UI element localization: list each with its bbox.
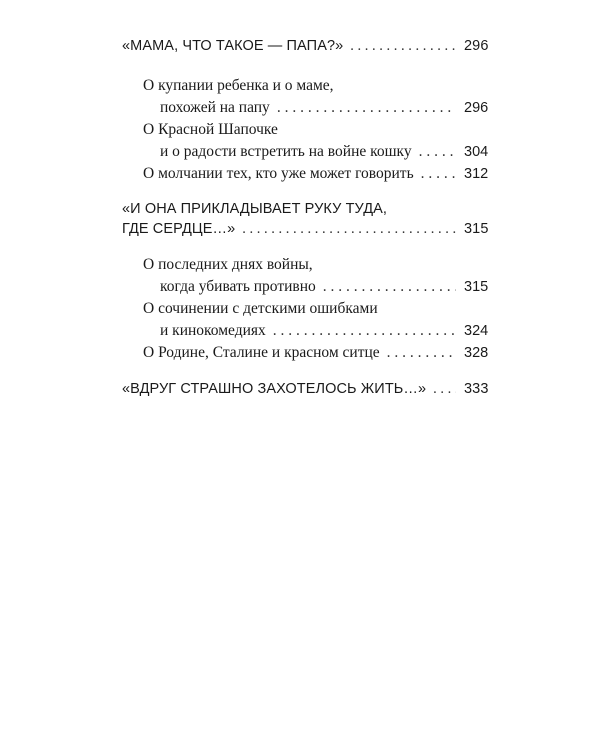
toc-item-text: О купании ребенка и о маме,	[143, 77, 334, 94]
page-number: 296	[464, 38, 489, 54]
toc-item-line	[143, 77, 334, 95]
page-number: 315	[464, 221, 489, 237]
page-number: 304	[464, 144, 489, 160]
toc-section-title	[122, 201, 387, 217]
section-title-text: «И ОНА ПРИКЛАДЫВАЕТ РУКУ ТУДА,	[122, 201, 388, 217]
toc-item-text: О сочинении с детскими ошибками	[143, 300, 378, 317]
toc-item-line	[143, 256, 313, 274]
toc-item-line	[143, 300, 378, 318]
toc-item-text: когда убивать противно	[160, 278, 316, 295]
section-title-text: «МАМА, ЧТО ТАКОЕ — ПАПА?»	[122, 38, 344, 54]
page-number: 324	[464, 323, 489, 339]
toc-item-line	[143, 121, 278, 139]
toc-item-line	[160, 322, 488, 340]
toc-item-text: О молчании тех, кто уже может говорить	[143, 165, 414, 182]
page-number: 328	[464, 345, 489, 361]
page-number: 296	[464, 100, 489, 116]
section-title-text: «ВДРУГ СТРАШНО ЗАХОТЕЛОСЬ ЖИТЬ…»	[122, 381, 427, 397]
page-number: 312	[464, 166, 489, 182]
toc-item-text: и о радости встретить на войне кошку	[160, 143, 412, 160]
toc-section-title	[122, 381, 488, 398]
toc-item-text: О Родине, Сталине и красном ситце	[143, 344, 380, 361]
toc-item-text: и кинокомедиях	[160, 322, 266, 339]
section-title-text: ГДЕ СЕРДЦЕ…»	[122, 221, 236, 237]
toc-item-text: О последних днях войны,	[143, 256, 313, 273]
dot-leader	[242, 221, 456, 238]
dot-leader	[419, 143, 456, 161]
dot-leader	[433, 381, 456, 398]
toc-item-line	[160, 99, 488, 117]
dot-leader	[277, 99, 456, 117]
toc-item-text: похожей на папу	[160, 99, 270, 116]
toc-item-line	[160, 143, 488, 161]
dot-leader	[323, 278, 456, 296]
toc-item-line	[160, 278, 488, 296]
dot-leader	[350, 38, 456, 55]
dot-leader	[421, 165, 456, 183]
dot-leader	[387, 344, 456, 362]
toc-item-line	[143, 344, 488, 362]
page-number: 315	[464, 279, 489, 295]
dot-leader	[273, 322, 456, 340]
toc-item-text: О Красной Шапочке	[143, 121, 278, 138]
toc-section-title	[122, 38, 488, 55]
page-number: 333	[464, 381, 489, 397]
toc-section-title	[122, 221, 488, 238]
toc-item-line	[143, 165, 488, 183]
